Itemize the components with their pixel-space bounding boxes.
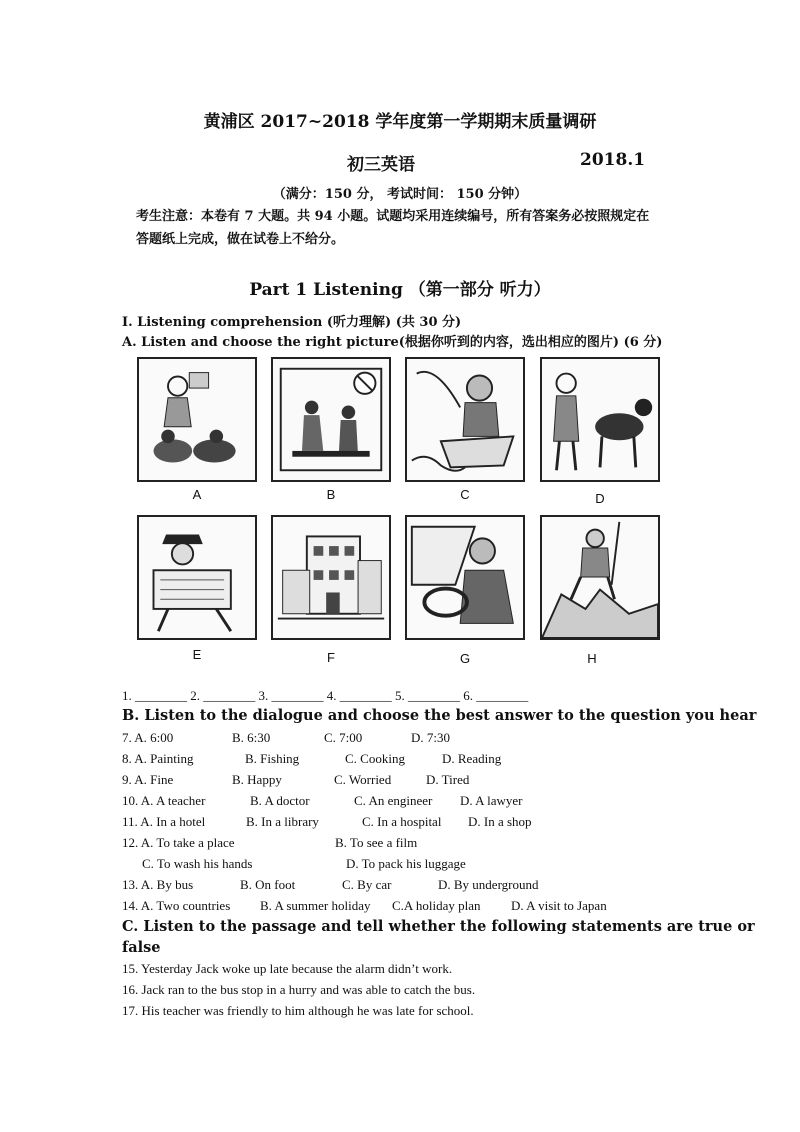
picture-label-a: A <box>192 487 202 502</box>
statement-16: 16. Jack ran to the bus stop in a hurry and was able to catch the bus. <box>122 982 476 997</box>
picture-c <box>405 357 525 482</box>
picture-g <box>405 515 525 640</box>
section-c-heading-line2: false <box>122 939 161 956</box>
picture-label-f: F <box>327 650 335 665</box>
section-b-heading: B. Listen to the dialogue and choose the best answer to the question you hear <box>122 707 757 724</box>
man-with-goat-icon <box>542 359 658 480</box>
picture-h <box>540 515 660 640</box>
picture-label-h: H <box>587 651 597 666</box>
section-a-heading: A. Listen and choose the right picture(根据你听到的内容，选出相应的图片) (6 分) <box>122 335 663 350</box>
picture-f <box>271 515 391 640</box>
no-smoking-room-icon <box>273 359 389 480</box>
statement-17: 17. His teacher was friendly to him although he was late for school. <box>122 1003 474 1018</box>
exam-meta: （满分：150 分， 考试时间： 150 分钟） <box>272 187 528 202</box>
man-reading-newspaper-icon <box>139 517 255 638</box>
exam-title: 黄浦区 2017~2018 学年度第一学期期末质量调研 <box>203 112 597 132</box>
picture-e <box>137 515 257 640</box>
exam-note-line2: 答题纸上完成，做在试卷上不给分。 <box>136 232 345 247</box>
picture-label-c: C <box>460 487 470 502</box>
mountain-climber-icon <box>542 517 658 638</box>
section-c-heading-line1: C. Listen to the passage and tell whether the following statements are true or <box>122 918 755 935</box>
exam-date: 2018.1 <box>580 150 646 170</box>
picture-d <box>540 357 660 482</box>
fishing-boat-icon <box>407 359 523 480</box>
picture-a <box>137 357 257 482</box>
picture-label-d: D <box>595 491 605 506</box>
buildings-icon <box>273 517 389 638</box>
picture-label-b: B <box>326 487 336 502</box>
section-1-heading: I. Listening comprehension (听力理解) (共 30 分) <box>122 315 462 330</box>
picture-b <box>271 357 391 482</box>
part1-title: Part 1 Listening （第一部分 听力） <box>249 280 551 300</box>
driver-icon <box>407 517 523 638</box>
people-reading-icon <box>139 359 255 480</box>
picture-label-e: E <box>192 647 202 662</box>
statement-15: 15. Yesterday Jack woke up late because the alarm didn’t work. <box>122 961 453 976</box>
exam-note-line1: 考生注意：本卷有 7 大题。共 94 小题。试题均采用连续编号，所有答案务必按照规定在 <box>136 209 650 224</box>
answer-blanks-1-6: 1. ________ 2. ________ 3. ________ 4. ________ 5. ________ 6. ________ <box>122 688 529 703</box>
picture-label-g: G <box>459 651 471 666</box>
subject-label: 初三英语 <box>347 155 415 175</box>
